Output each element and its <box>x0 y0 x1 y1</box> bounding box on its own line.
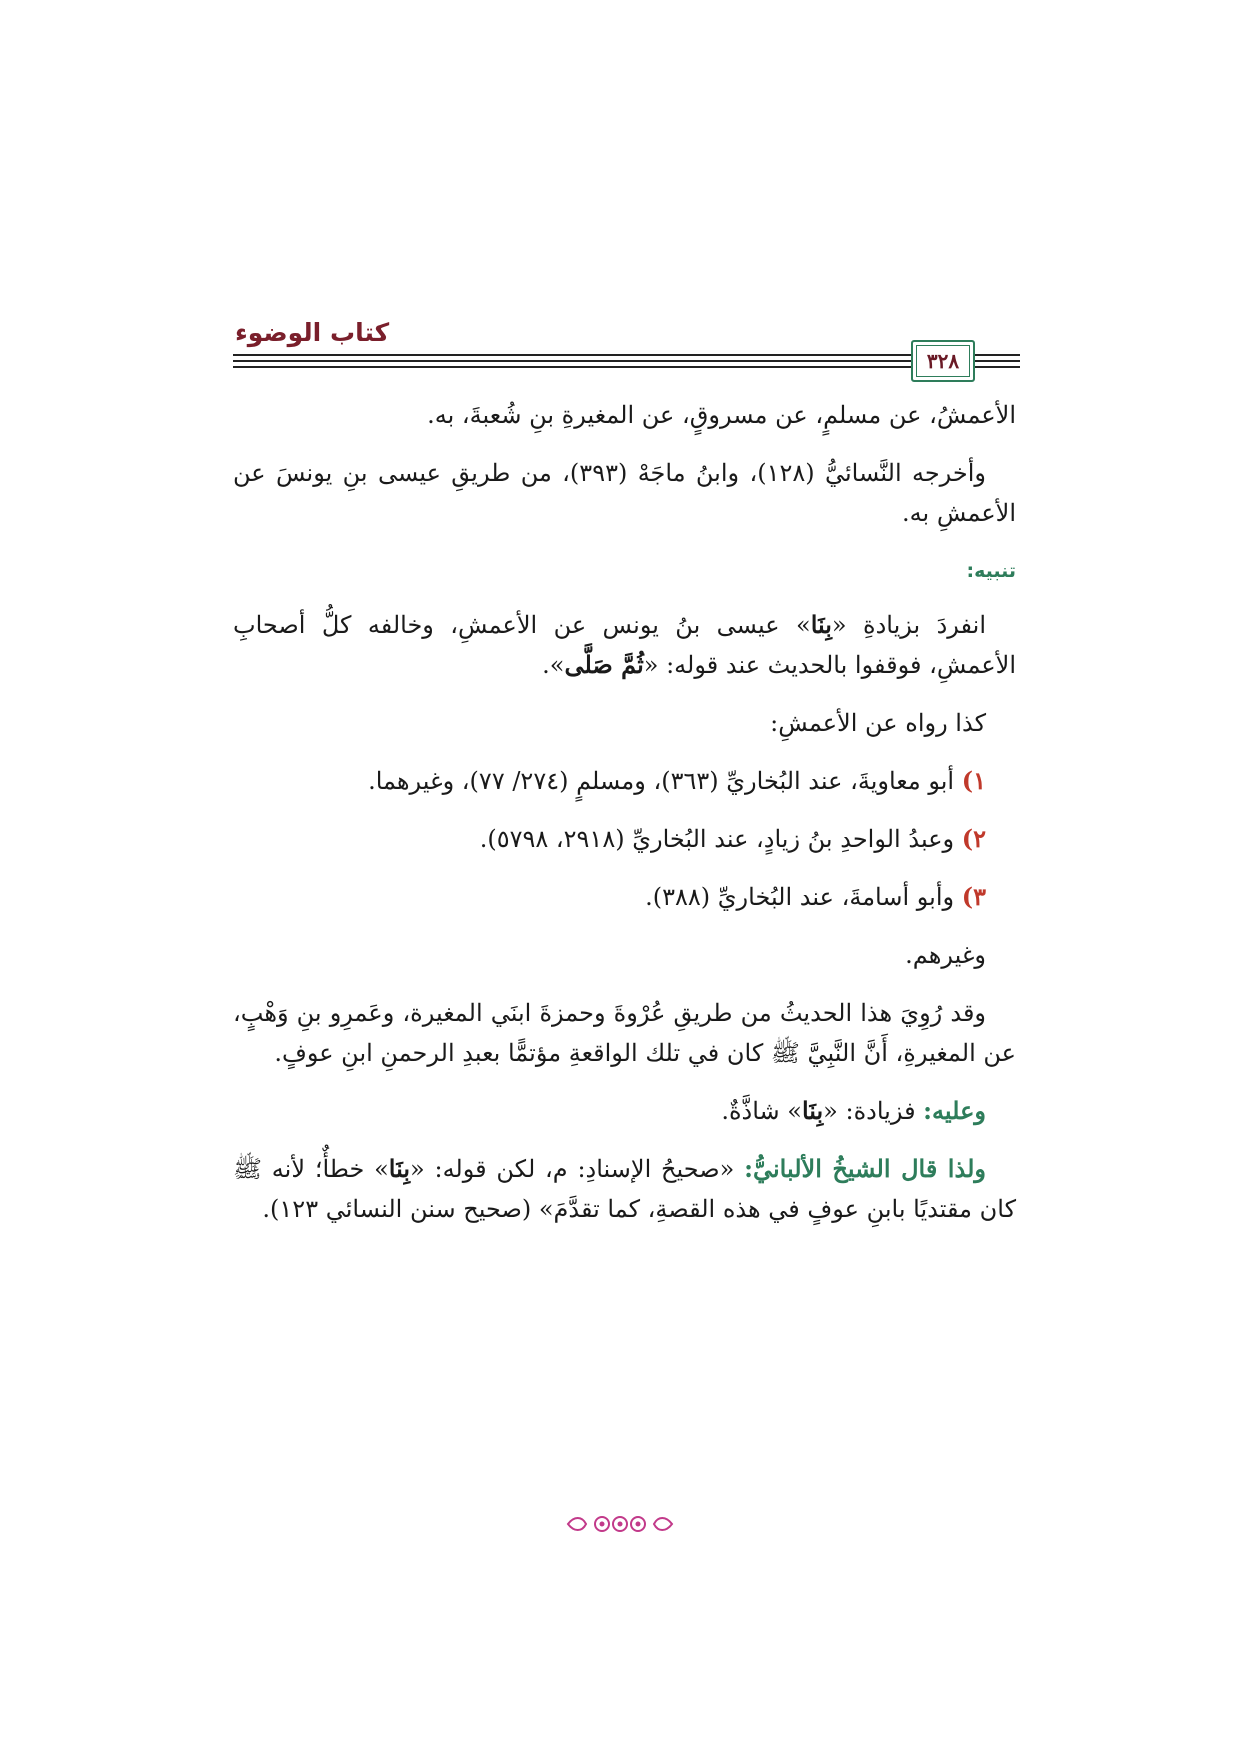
lead-phrase: ولذا قال الشيخُ الألبانيُّ: <box>744 1154 986 1183</box>
page-number: ٣٢٨ <box>926 349 960 373</box>
list-item <box>233 761 1016 801</box>
page-header <box>233 318 1020 378</box>
page-number-badge <box>911 340 975 382</box>
list-text: أبو معاويةَ، عند البُخاريِّ (٣٦٣)، ومسلمٍ (٢٧٤/ ٧٧)، وغيرهما. <box>368 767 955 795</box>
text-run: فزيادة: « <box>823 1097 924 1125</box>
quoted-term: بِنَا <box>810 610 832 639</box>
list-number: ١) <box>961 766 986 795</box>
text-run: «صحيحُ الإسنادِ: م، لكن قوله: « <box>410 1155 745 1183</box>
text-run: انفردَ بزيادةِ « <box>831 611 986 639</box>
note-heading: تنبيه: <box>966 560 1016 582</box>
paragraph <box>233 605 1016 685</box>
quoted-term: بِنَا <box>388 1154 410 1183</box>
list-text: وعبدُ الواحدِ بنُ زيادٍ، عند البُخاريِّ (٢٩١٨، ٥٧٩٨). <box>479 825 955 853</box>
header-rule <box>233 354 1020 356</box>
paragraph: كذا رواه عن الأعمشِ: <box>770 709 986 737</box>
lead-phrase: وعليه: <box>923 1096 986 1125</box>
end-ornament-icon <box>560 1512 680 1536</box>
header-rule <box>233 366 1020 368</box>
paragraph <box>233 1091 1016 1131</box>
paragraph: الأعمشُ، عن مسلمٍ، عن مسروقٍ، عن المغيرةِ بنِ شُعبةَ، به. <box>427 401 1016 429</box>
list-item <box>233 877 1016 917</box>
list-item <box>233 819 1016 859</box>
list-number: ٢) <box>961 824 986 853</box>
book-title: كتاب الوضوء <box>235 318 390 347</box>
paragraph: وقد رُوِيَ هذا الحديثُ من طريقِ عُرْوةَ وحمزةَ ابنَي المغيرة، وعَمرِو بنِ وَهْبٍ، عن المغيرةِ، أَنَّ النَّبِيَّ ﷺ كان في تلك الواقعةِ مؤتمًّا بعبدِ الرحمنِ ابنِ عوفٍ. <box>233 999 1016 1067</box>
text-run: » شاذَّةٌ. <box>721 1097 802 1125</box>
list-text: وأبو أسامةَ، عند البُخاريِّ (٣٨٨). <box>645 883 955 911</box>
quoted-term: ثُمَّ صَلَّى <box>564 650 644 679</box>
list-number: ٣) <box>961 882 986 911</box>
page-body <box>233 395 1016 1247</box>
text-run: » خطأٌ؛ لأنه ﷺ كان مقتديًا بابنِ عوفٍ في هذه القصةِ، كما تقدَّمَ» (صحيح سنن النسائي ١٢٣). <box>233 1155 1016 1223</box>
paragraph <box>233 1149 1016 1229</box>
header-rule <box>233 360 1020 362</box>
paragraph: وغيرهم. <box>905 941 986 969</box>
quoted-term: بِنَا <box>801 1096 824 1125</box>
text-run: ». <box>542 651 565 679</box>
paragraph: وأخرجه النَّسائيُّ (١٢٨)، وابنُ ماجَهْ (٣٩٣)، من طريقِ عيسى بنِ يونسَ عن الأعمشِ به. <box>233 459 1016 527</box>
text-run: » عيسى بنُ يونس عن الأعمشِ، وخالفه كلُّ أصحابِ الأعمشِ، فوقفوا بالحديث عند قوله: « <box>233 611 1016 679</box>
